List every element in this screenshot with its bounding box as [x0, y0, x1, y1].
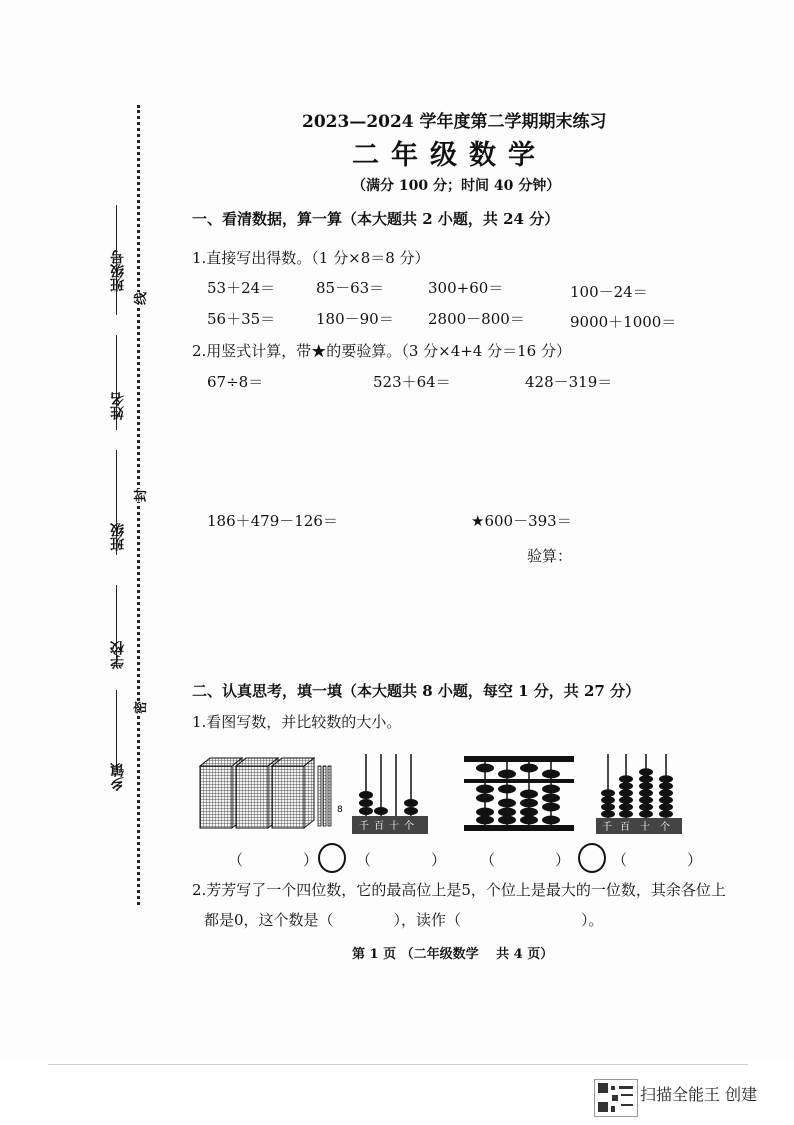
compare-circle[interactable]: [578, 843, 606, 873]
binding-label-name: 姓名: [110, 392, 126, 420]
abacus-label-ones: 个: [404, 821, 414, 832]
s1-q1-item: 53＋24＝: [207, 279, 276, 297]
answer-blank[interactable]: （ ）: [612, 851, 703, 869]
s1-q1-item: 100－24＝: [570, 283, 648, 301]
section1-title: 一、看清数据，算一算（本大题共 2 小题，共 24 分）: [192, 210, 560, 228]
answer-blank[interactable]: （ ）: [480, 851, 571, 869]
abacus-label-tens: 十: [640, 822, 650, 833]
binding-label-school: 学校: [110, 641, 126, 669]
s1-q1-item: 9000＋1000＝: [570, 313, 677, 331]
s1-q1-item: 2800－800＝: [428, 310, 525, 328]
binding-label-town: 乡镇: [110, 763, 126, 791]
answer-blank[interactable]: （ ）: [356, 851, 447, 869]
s1-q1-item: 85－63＝: [316, 279, 385, 297]
abacus-label-tens: 十: [389, 821, 399, 832]
exam-term-title: 2023—2024 学年度第二学期期末练习: [302, 112, 607, 132]
scan-separator: [48, 1064, 748, 1065]
s1-q2-item: 523＋64＝: [373, 373, 451, 391]
compare-circle[interactable]: [318, 843, 346, 873]
abacus-label-thousands: 千: [602, 822, 612, 833]
abacus-label-thousands: 千: [359, 821, 369, 832]
exam-info: （满分 100 分；时间 40 分钟）: [352, 178, 561, 194]
binding-label-class-number: 班级号: [110, 250, 126, 292]
s2-q1-prompt: 1.看图写数，并比较数的大小。: [192, 713, 402, 731]
exam-subject-title: 二年级数学: [352, 140, 547, 171]
base-ten-blocks-figure: [198, 752, 348, 832]
chinese-abacus-figure: [463, 755, 575, 833]
s1-q2-item: 428－319＝: [525, 373, 613, 391]
counting-frame-2-figure: [594, 752, 686, 836]
abacus-label-hundreds: 百: [374, 821, 384, 832]
s1-q2-item-starred: ★600－393＝: [471, 512, 572, 530]
scanner-watermark: 扫描全能王 创建: [640, 1085, 758, 1104]
seal-char-seal: 封: [128, 489, 151, 502]
seal-char-secret: 密: [128, 701, 151, 714]
section2-title: 二、认真思考，填一填（本大题共 8 小题，每空 1 分，共 27 分）: [192, 682, 641, 700]
abacus-label-hundreds: 百: [620, 822, 630, 833]
s1-q2-check-label: 验算：: [527, 547, 573, 565]
page-footer: 第 1 页 （二年级数学 共 4 页）: [352, 947, 554, 962]
counting-frame-1-figure: [350, 752, 440, 836]
s1-q2-item: 186＋479－126＝: [207, 512, 338, 530]
blocks-extra-count: 8: [337, 805, 343, 815]
s1-q2-item: 67÷8＝: [207, 373, 264, 391]
s1-q1-item: 56＋35＝: [207, 310, 276, 328]
s1-q2-prompt: 2.用竖式计算，带★的要验算。（3 分×4+4 分＝16 分）: [192, 342, 571, 360]
binding-label-class: 班级: [110, 523, 126, 551]
s1-q1-item: 300+60＝: [428, 279, 504, 297]
qr-code-icon: [594, 1079, 638, 1117]
town-write-line: [116, 690, 117, 770]
s2-q2-line2: 都是0，这个数是（ ），读作（ ）。: [204, 911, 604, 929]
s1-q1-item: 180－90＝: [316, 310, 394, 328]
answer-blank[interactable]: （ ）: [228, 851, 319, 869]
binding-dotted-line: [137, 105, 140, 905]
s1-q1-prompt: 1.直接写出得数。（1 分×8＝8 分）: [192, 249, 430, 267]
abacus-label-ones: 个: [660, 822, 670, 833]
seal-char-line: 线: [128, 292, 151, 305]
s2-q2-line1: 2.芳芳写了一个四位数，它的最高位上是5，个位上是最大的一位数，其余各位上: [192, 881, 726, 899]
